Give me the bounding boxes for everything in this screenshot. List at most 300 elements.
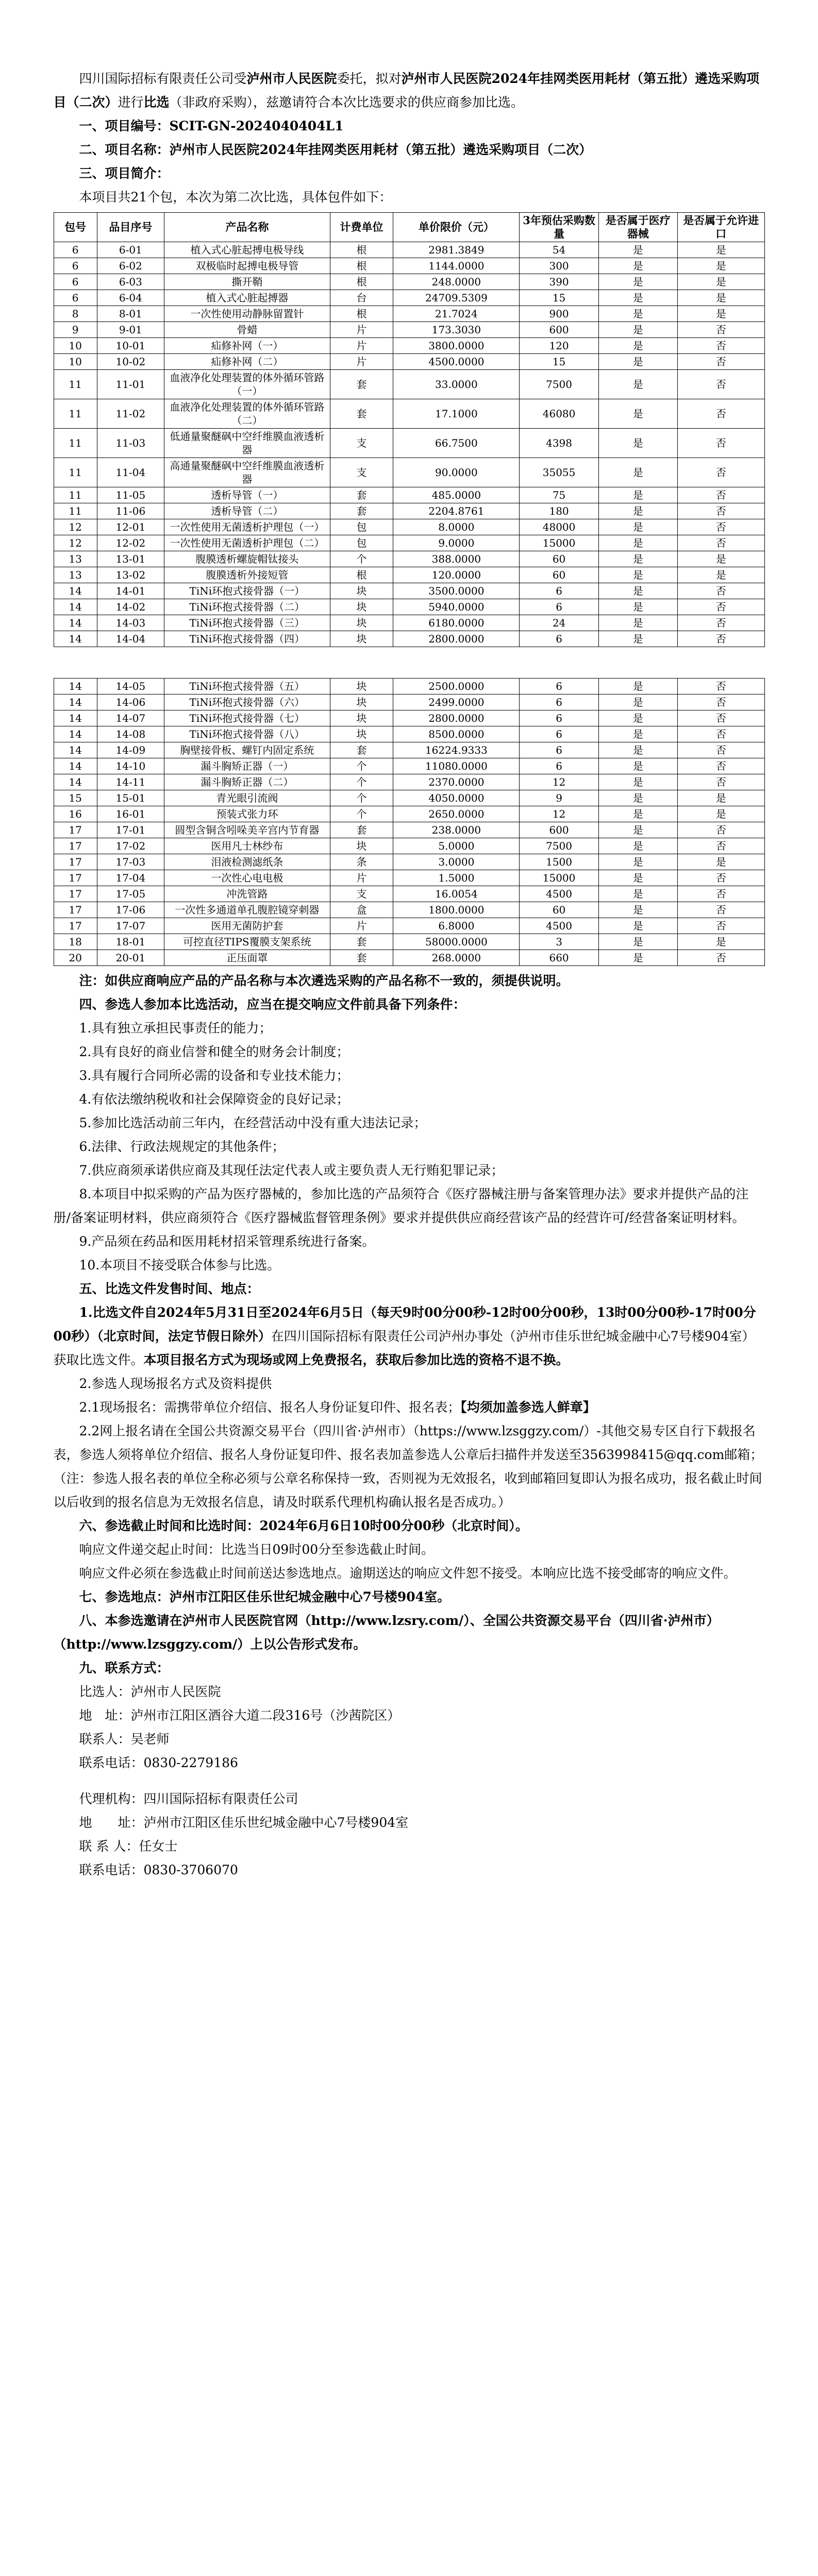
table-cell: 透析导管（一） xyxy=(164,487,330,503)
table-cell: 正压面罩 xyxy=(164,950,330,966)
table-cell: 根 xyxy=(330,258,393,274)
table-cell: 11 xyxy=(54,429,97,458)
table-cell: 388.0000 xyxy=(393,551,520,567)
table-cell: 支 xyxy=(330,429,393,458)
table-cell: 600 xyxy=(520,322,598,338)
table-cell: 否 xyxy=(677,429,764,458)
table-cell: 透析导管（二） xyxy=(164,503,330,519)
table-cell: 低通量聚醚砜中空纤维膜血液透析器 xyxy=(164,429,330,458)
table-cell: 骨蜡 xyxy=(164,322,330,338)
table-cell: 14 xyxy=(54,631,97,647)
contact-line: 联系人：吴老师 xyxy=(79,1732,170,1747)
table-cell: 否 xyxy=(677,870,764,886)
table-header-cell: 单价限价（元） xyxy=(393,213,520,242)
table-cell: 90.0000 xyxy=(393,458,520,487)
table-cell: 是 xyxy=(598,429,677,458)
table-cell: 是 xyxy=(677,258,764,274)
table-cell: 11 xyxy=(54,487,97,503)
table-cell: 2204.8761 xyxy=(393,503,520,519)
table-cell: 是 xyxy=(598,710,677,726)
table-header-row xyxy=(54,213,764,242)
table-cell: 个 xyxy=(330,806,393,822)
table-cell: 8.0000 xyxy=(393,519,520,535)
table-cell: 一次性多通道单孔腹腔镜穿刺器 xyxy=(164,902,330,918)
table-cell: 120.0000 xyxy=(393,567,520,583)
table-cell: 12 xyxy=(520,806,598,822)
table-cell: 否 xyxy=(677,487,764,503)
table-cell: 6 xyxy=(520,599,598,615)
table-cell: 否 xyxy=(677,950,764,966)
table-cell: 17-05 xyxy=(97,886,164,902)
table-cell: 是 xyxy=(598,322,677,338)
contact-line: 代理机构：四川国际招标有限责任公司 xyxy=(79,1791,298,1806)
table-cell: 14 xyxy=(54,774,97,790)
table-cell: 15000 xyxy=(520,535,598,551)
table-row xyxy=(54,503,764,519)
sale-place: 在四川国际招标有限责任公司泸州办事处（泸州市佳乐世纪城金融中心7号楼904室）获取比选文件。 xyxy=(53,1329,755,1367)
table-cell: 一次性使用动静脉留置针 xyxy=(164,306,330,322)
table-cell: 套 xyxy=(330,950,393,966)
table-cell: 是 xyxy=(677,274,764,290)
table-cell: 否 xyxy=(677,679,764,694)
table-cell: 6 xyxy=(520,758,598,774)
table-cell: 是 xyxy=(598,487,677,503)
table-cell: 是 xyxy=(598,918,677,934)
table-cell: 17 xyxy=(54,822,97,838)
table-cell: TiNi环抱式接骨器（七） xyxy=(164,710,330,726)
table-cell: 疝修补网（二） xyxy=(164,354,330,370)
table-header-cell: 计费单位 xyxy=(330,213,393,242)
table-cell: 是 xyxy=(598,290,677,306)
table-cell: 根 xyxy=(330,242,393,258)
table-cell: 11 xyxy=(54,503,97,519)
table-cell: 390 xyxy=(520,274,598,290)
table-cell: 胸壁接骨板、螺钉内固定系统 xyxy=(164,742,330,758)
table-cell: 46080 xyxy=(520,399,598,429)
condition-item: 10.本项目不接受联合体参与比选。 xyxy=(79,1258,280,1273)
table-cell: 否 xyxy=(677,631,764,647)
table-cell: 是 xyxy=(598,631,677,647)
contact-line: 联系电话：0830-3706070 xyxy=(79,1862,238,1877)
table-cell: 6 xyxy=(520,726,598,742)
table-cell: 支 xyxy=(330,886,393,902)
table-cell: 是 xyxy=(598,338,677,354)
table-cell: TiNi环抱式接骨器（八） xyxy=(164,726,330,742)
table-cell: 否 xyxy=(677,599,764,615)
table-cell: 圆型含铜含吲哚美辛宫内节育器 xyxy=(164,822,330,838)
condition-item: 5.参加比选活动前三年内，在经营活动中没有重大违法记录； xyxy=(79,1115,427,1130)
table-header-cell: 品目序号 xyxy=(97,213,164,242)
table-cell: 是 xyxy=(598,742,677,758)
table-cell: 是 xyxy=(598,370,677,399)
table-cell: 块 xyxy=(330,694,393,710)
table-cell: 是 xyxy=(598,503,677,519)
table-cell: 60 xyxy=(520,902,598,918)
table-row xyxy=(54,870,764,886)
table-cell: 否 xyxy=(677,535,764,551)
table-cell: 否 xyxy=(677,822,764,838)
table-cell: 4500 xyxy=(520,886,598,902)
table-cell: 11-01 xyxy=(97,370,164,399)
table-cell: 个 xyxy=(330,790,393,806)
table-row xyxy=(54,902,764,918)
table-cell: 否 xyxy=(677,918,764,934)
section-project-summary: 三、项目简介： xyxy=(79,166,170,181)
table-cell: 支 xyxy=(330,458,393,487)
table-cell: 17 xyxy=(54,918,97,934)
table-cell: 268.0000 xyxy=(393,950,520,966)
table-cell: 6 xyxy=(54,274,97,290)
table-cell: 14 xyxy=(54,615,97,631)
table-cell: 10 xyxy=(54,338,97,354)
table-cell: 10 xyxy=(54,354,97,370)
table-cell: 15 xyxy=(54,790,97,806)
table-cell: 血液净化处理装置的体外循环管路（一） xyxy=(164,370,330,399)
table-cell: 是 xyxy=(598,519,677,535)
condition-item: 8.本项目中拟采购的产品为医疗器械的，参加比选的产品须符合《医疗器械注册与备案管理办法》要求并提供产品的注册/备案证明材料，供应商须符合《医疗器械监督管理条例》要求并提供供应商经营该产品的经营许可/经营备案证明材料。 xyxy=(53,1187,749,1225)
table-row xyxy=(54,338,764,354)
table-cell: 14 xyxy=(54,710,97,726)
table-cell: 6-03 xyxy=(97,274,164,290)
table-cell: 17-06 xyxy=(97,902,164,918)
table-cell: 11-05 xyxy=(97,487,164,503)
table-cell: 条 xyxy=(330,854,393,870)
table-cell: 16 xyxy=(54,806,97,822)
table-cell: 14 xyxy=(54,742,97,758)
table-cell: 片 xyxy=(330,354,393,370)
table-cell: 8-01 xyxy=(97,306,164,322)
table-cell: 6-04 xyxy=(97,290,164,306)
table-cell: 医用凡士林纱布 xyxy=(164,838,330,854)
table-cell: 6-01 xyxy=(97,242,164,258)
table-cell: 10-02 xyxy=(97,354,164,370)
table-cell: 2800.0000 xyxy=(393,710,520,726)
table-cell: 是 xyxy=(598,822,677,838)
table-cell: 6-02 xyxy=(97,258,164,274)
table-cell: 2499.0000 xyxy=(393,694,520,710)
table-cell: 60 xyxy=(520,551,598,567)
table-cell: 撕开鞘 xyxy=(164,274,330,290)
table-cell: 是 xyxy=(598,854,677,870)
table-cell: 是 xyxy=(598,838,677,854)
table-cell: 17 xyxy=(54,854,97,870)
table-cell: 是 xyxy=(677,306,764,322)
table-cell: 套 xyxy=(330,742,393,758)
table-cell: 16224.9333 xyxy=(393,742,520,758)
table-header-cell: 是否属于允许进口 xyxy=(677,213,764,242)
table-cell: 3.0000 xyxy=(393,854,520,870)
table-cell: 14 xyxy=(54,758,97,774)
intro-text: 委托，拟对 xyxy=(337,71,402,86)
table-cell: 600 xyxy=(520,822,598,838)
table-cell: 14-01 xyxy=(97,583,164,599)
table-cell: 18-01 xyxy=(97,934,164,950)
table-cell: 120 xyxy=(520,338,598,354)
table-cell: 是 xyxy=(598,870,677,886)
onsite-registration-text: 2.1现场报名：需携带单位介绍信、报名人身份证复印件、报名表； xyxy=(79,1400,461,1415)
table-cell: 青光眼引流阀 xyxy=(164,790,330,806)
table-cell: 900 xyxy=(520,306,598,322)
table-cell: 11-06 xyxy=(97,503,164,519)
table-cell: 24709.5309 xyxy=(393,290,520,306)
table-cell: 否 xyxy=(677,354,764,370)
table-cell: 是 xyxy=(677,242,764,258)
table-cell: 660 xyxy=(520,950,598,966)
table-cell: TiNi环抱式接骨器（四） xyxy=(164,631,330,647)
table-cell: 54 xyxy=(520,242,598,258)
table-cell: 3800.0000 xyxy=(393,338,520,354)
table-cell: 20-01 xyxy=(97,950,164,966)
package-table xyxy=(54,212,765,647)
table-cell: 17 xyxy=(54,902,97,918)
section-deadline-title: 六、参选截止时间和比选时间：2024年6月6日10时00分00秒（北京时间）。 xyxy=(79,1518,528,1533)
table-cell: 疝修补网（一） xyxy=(164,338,330,354)
table-cell: 是 xyxy=(598,583,677,599)
table-cell: 14 xyxy=(54,583,97,599)
intro-text: 进行 xyxy=(118,95,144,110)
condition-item: 9.产品须在药品和医用耗材招采管理系统进行备案。 xyxy=(79,1234,375,1249)
table-cell: 否 xyxy=(677,726,764,742)
table-cell: 2981.3849 xyxy=(393,242,520,258)
table-cell: 个 xyxy=(330,551,393,567)
table-cell: 4050.0000 xyxy=(393,790,520,806)
sale-time: 1.比选文件自2024年5月31日至2024年6月5日（每天9时00分00秒-12时00分00秒，13时00分00秒-17时00分00秒）（北京时间，法定节假日除外） xyxy=(53,1305,756,1344)
table-cell: 是 xyxy=(598,258,677,274)
table-cell: 6 xyxy=(520,631,598,647)
client-name: 泸州市人民医院 xyxy=(246,71,337,86)
table-cell: 是 xyxy=(598,551,677,567)
table-cell: TiNi环抱式接骨器（二） xyxy=(164,599,330,615)
seal-requirement: 【均须加盖参选人鲜章】 xyxy=(460,1400,596,1415)
table-row xyxy=(54,354,764,370)
table-cell: 6 xyxy=(520,679,598,694)
table-row xyxy=(54,567,764,583)
table-cell: 1144.0000 xyxy=(393,258,520,274)
table-cell: 是 xyxy=(598,950,677,966)
table-cell: 12 xyxy=(520,774,598,790)
condition-item: 6.法律、行政法规规定的其他条件； xyxy=(79,1139,285,1154)
table-cell: 17 xyxy=(54,886,97,902)
submission-rule: 响应文件必须在参选截止时间前送达参选地点。逾期送达的响应文件恕不接受。本响应比选不接受邮寄的响应文件。 xyxy=(79,1566,737,1581)
table-row xyxy=(54,631,764,647)
table-cell: 14-04 xyxy=(97,631,164,647)
table-cell: 是 xyxy=(677,806,764,822)
project-name: 泸州市人民医院2024年挂网类医用耗材（第五批）遴选采购项目（二次） xyxy=(53,71,760,110)
table-cell: 是 xyxy=(677,567,764,583)
table-cell: 是 xyxy=(598,354,677,370)
table-row xyxy=(54,774,764,790)
table-cell: 是 xyxy=(598,567,677,583)
table-row xyxy=(54,726,764,742)
table-row xyxy=(54,551,764,567)
table-cell: 6 xyxy=(54,258,97,274)
table-cell: 根 xyxy=(330,567,393,583)
table-cell: 14 xyxy=(54,726,97,742)
table-cell: 块 xyxy=(330,583,393,599)
contact-line: 地 址：泸州市江阳区酒谷大道二段316号（沙茜院区） xyxy=(79,1708,400,1723)
table-cell: 11 xyxy=(54,370,97,399)
table-cell: 15 xyxy=(520,354,598,370)
table-cell: 17.1000 xyxy=(393,399,520,429)
table-cell: 17 xyxy=(54,870,97,886)
table-cell: 是 xyxy=(598,934,677,950)
table-cell: 否 xyxy=(677,322,764,338)
table-cell: 包 xyxy=(330,535,393,551)
table-cell: 否 xyxy=(677,583,764,599)
table-cell: 5.0000 xyxy=(393,838,520,854)
table-row xyxy=(54,790,764,806)
table-header-cell: 是否属于医疗器械 xyxy=(598,213,677,242)
table-cell: 根 xyxy=(330,306,393,322)
condition-item: 1.具有独立承担民事责任的能力； xyxy=(79,1021,272,1036)
conditions-list xyxy=(54,1016,765,1277)
table-cell: 75 xyxy=(520,487,598,503)
table-cell: 个 xyxy=(330,758,393,774)
table-cell: 8 xyxy=(54,306,97,322)
table-cell: 否 xyxy=(677,694,764,710)
table-cell: 485.0000 xyxy=(393,487,520,503)
package-table-part2 xyxy=(54,678,765,966)
table-cell: 一次性使用无菌透析护理包（一） xyxy=(164,519,330,535)
table-cell: 12-01 xyxy=(97,519,164,535)
condition-item: 4.有依法缴纳税收和社会保障资金的良好记录； xyxy=(79,1092,349,1107)
table-cell: 漏斗胸矫正器（一） xyxy=(164,758,330,774)
table-intro: 本项目共21个包，本次为第二次比选，具体包件如下： xyxy=(79,190,392,205)
table-cell: 否 xyxy=(677,615,764,631)
table-cell: 11 xyxy=(54,458,97,487)
section-project-name: 二、项目名称：泸州市人民医院2024年挂网类医用耗材（第五批）遴选采购项目（二次） xyxy=(79,142,592,157)
table-cell: 13 xyxy=(54,567,97,583)
method-name: 比选 xyxy=(143,95,170,110)
table-cell: 1500 xyxy=(520,854,598,870)
table-cell: 片 xyxy=(330,870,393,886)
package-table-continued xyxy=(54,678,765,966)
table-cell: 9 xyxy=(54,322,97,338)
table-cell: 18 xyxy=(54,934,97,950)
table-cell: 是 xyxy=(598,806,677,822)
table-cell: 腹膜透析螺旋帽钛接头 xyxy=(164,551,330,567)
table-cell: 否 xyxy=(677,519,764,535)
table-row xyxy=(54,615,764,631)
table-cell: 套 xyxy=(330,934,393,950)
table-cell: 3 xyxy=(520,934,598,950)
table-cell: 是 xyxy=(598,242,677,258)
table-cell: 是 xyxy=(598,902,677,918)
table-cell: 8500.0000 xyxy=(393,726,520,742)
table-cell: 否 xyxy=(677,370,764,399)
contact-line: 联系电话：0830-2279186 xyxy=(79,1755,238,1770)
table-cell: 11-03 xyxy=(97,429,164,458)
table-cell: 24 xyxy=(520,615,598,631)
table-row xyxy=(54,399,764,429)
table-row xyxy=(54,458,764,487)
table-cell: 12-02 xyxy=(97,535,164,551)
table-cell: 否 xyxy=(677,338,764,354)
table-row xyxy=(54,950,764,966)
table-cell: 4398 xyxy=(520,429,598,458)
table-cell: 片 xyxy=(330,322,393,338)
table-cell: 盒 xyxy=(330,902,393,918)
table-cell: 60 xyxy=(520,567,598,583)
table-row xyxy=(54,535,764,551)
sale-paragraph xyxy=(54,1301,765,1372)
table-cell: TiNi环抱式接骨器（一） xyxy=(164,583,330,599)
table-cell: 医用无菌防护套 xyxy=(164,918,330,934)
table-cell: 13 xyxy=(54,551,97,567)
section-project-number: 一、项目编号：SCIT-GN-2024040404L1 xyxy=(79,118,344,133)
table-cell: 15 xyxy=(520,290,598,306)
table-header-cell: 产品名称 xyxy=(164,213,330,242)
table-cell: 14 xyxy=(54,694,97,710)
onsite-registration xyxy=(54,1396,765,1419)
table-cell: 是 xyxy=(598,599,677,615)
table-cell: 17-04 xyxy=(97,870,164,886)
table-cell: 否 xyxy=(677,710,764,726)
table-cell: 否 xyxy=(677,503,764,519)
table-cell: 是 xyxy=(598,774,677,790)
table-row xyxy=(54,710,764,726)
table-row xyxy=(54,306,764,322)
table-cell: 套 xyxy=(330,503,393,519)
table-cell: 植入式心脏起搏电极导线 xyxy=(164,242,330,258)
table-cell: 17-07 xyxy=(97,918,164,934)
table-row xyxy=(54,854,764,870)
contact-line: 联 系 人：任女士 xyxy=(79,1839,178,1854)
table-cell: 6 xyxy=(520,742,598,758)
table-cell: 11-02 xyxy=(97,399,164,429)
table-cell: 6 xyxy=(520,710,598,726)
table-cell: 13-01 xyxy=(97,551,164,567)
section-location-title: 七、参选地点：泸州市江阳区佳乐世纪城金融中心7号楼904室。 xyxy=(79,1589,450,1604)
contact-line: 地 址：泸州市江阳区佳乐世纪城金融中心7号楼904室 xyxy=(79,1815,409,1830)
table-cell: 58000.0000 xyxy=(393,934,520,950)
table-cell: 5940.0000 xyxy=(393,599,520,615)
table-cell: 9.0000 xyxy=(393,535,520,551)
table-cell: 14-07 xyxy=(97,710,164,726)
table-cell: 是 xyxy=(677,290,764,306)
table-cell: 植入式心脏起搏器 xyxy=(164,290,330,306)
table-cell: 一次性使用无菌透析护理包（二） xyxy=(164,535,330,551)
table-cell: 15000 xyxy=(520,870,598,886)
table-cell: 2650.0000 xyxy=(393,806,520,822)
table-cell: 14-02 xyxy=(97,599,164,615)
table-cell: 腹膜透析外接短管 xyxy=(164,567,330,583)
condition-item: 2.具有良好的商业信誉和健全的财务会计制度； xyxy=(79,1044,349,1059)
table-header-cell: 3年预估采购数量 xyxy=(520,213,598,242)
table-cell: 是 xyxy=(677,551,764,567)
condition-item: 3.具有履行合同所必需的设备和专业技术能力； xyxy=(79,1068,349,1083)
table-cell: 6.8000 xyxy=(393,918,520,934)
table-row xyxy=(54,519,764,535)
table-cell: 是 xyxy=(677,790,764,806)
table-cell: 是 xyxy=(598,886,677,902)
table-cell: 14-05 xyxy=(97,679,164,694)
table-cell: 块 xyxy=(330,599,393,615)
table-cell: 16.0054 xyxy=(393,886,520,902)
table-cell: 48000 xyxy=(520,519,598,535)
table-cell: 是 xyxy=(677,934,764,950)
registration-method: 2.参选人现场报名方式及资料提供 xyxy=(79,1376,272,1391)
table-cell: 180 xyxy=(520,503,598,519)
table-row xyxy=(54,758,764,774)
table-row xyxy=(54,322,764,338)
table-cell: 是 xyxy=(598,399,677,429)
table-cell: 片 xyxy=(330,918,393,934)
table-row xyxy=(54,487,764,503)
table-cell: 12 xyxy=(54,519,97,535)
table-cell: 否 xyxy=(677,399,764,429)
section-publication-title: 八、本参选邀请在泸州市人民医院官网（http://www.lzsry.com/）、全国公共资源交易平台（四川省·泸州市）（http://www.lzsggzy.com/）上以公告形式发布。 xyxy=(53,1613,720,1652)
